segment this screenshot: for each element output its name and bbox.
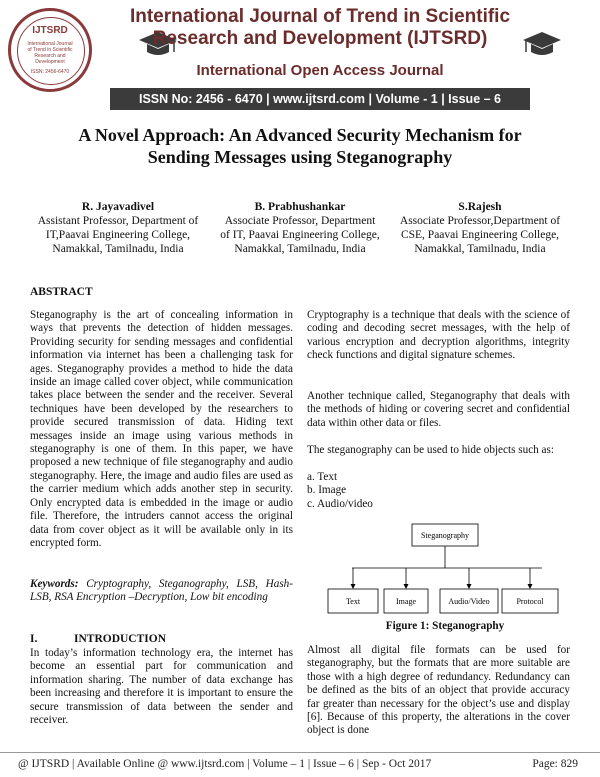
author-block xyxy=(30,200,206,256)
footer-citation: @ IJTSRD | Available Online @ www.ijtsrd.com | Volume – 1 | Issue – 6 | Sep - Oct 2017 xyxy=(18,758,432,770)
section-number: I. xyxy=(30,633,38,645)
list-item: c. Audio/video xyxy=(307,497,373,510)
author-affiliation: Namakkal, Tamilnadu, India xyxy=(234,243,366,255)
author-affiliation: Namakkal, Tamilnadu, India xyxy=(52,243,184,255)
journal-name-line1: International Journal of Trend in Scientific xyxy=(129,6,511,27)
steganography-diagram xyxy=(320,520,570,628)
diagram-child-label: Audio/Video xyxy=(448,597,490,606)
author-affiliation: IT,Paavai Engineering College, xyxy=(45,229,191,241)
journal-name-line2: Research and Development (IJTSRD) xyxy=(152,28,488,49)
author-name: S.Rajesh xyxy=(458,201,502,213)
keywords-text: Cryptography, Steganography, LSB, Hash-LSB, RSA Encryption –Decryption, Low bit encoding xyxy=(30,578,293,604)
author-name: B. Prabhushankar xyxy=(254,201,346,213)
logo-subtext: International Journal of Trend in Scientific Research and Development xyxy=(27,41,73,65)
author-name: R. Jayavadivel xyxy=(81,201,155,213)
formats-paragraph: Almost all digital file formats can be used for steganography, but the formats that are more suitable are those with a high degree of redundancy. Redundancy can be defined as the bits of an object that provide accuracy far greater than necessary for the object’s use and display [6]. Because of this property, the alterations in the cover object is done xyxy=(307,644,570,737)
journal-name xyxy=(110,6,530,50)
objects-intro: The steganography can be used to hide objects such as: xyxy=(307,444,554,456)
diagram-child-label: Text xyxy=(345,597,361,606)
logo-text: IJTSRD xyxy=(32,25,68,36)
author-affiliation: of IT, Paavai Engineering College, xyxy=(220,229,380,241)
steganography-paragraph: Another technique called, Steganography that deals with the methods of hiding or covering secret and confidential data within other data or files. xyxy=(307,390,570,429)
journal-logo xyxy=(8,8,92,92)
diagram-root-label: Steganography xyxy=(421,531,469,540)
diagram-arrowhead xyxy=(467,584,472,589)
object-list xyxy=(307,471,570,511)
paper-title xyxy=(40,124,560,168)
cryptography-paragraph: Cryptography is a technique that deals with the science of coding and decoding secret messages, with the help of various encryption and decryption algorithms, integrity check functions and digital signature schemes. xyxy=(307,309,570,362)
diagram-child-label: Image xyxy=(396,597,416,606)
author-affiliation: Namakkal, Tamilnadu, India xyxy=(414,243,546,255)
author-affiliation: CSE, Paavai Engineering College, xyxy=(400,229,560,241)
abstract-heading: ABSTRACT xyxy=(30,286,93,298)
list-item: b. Image xyxy=(307,484,347,497)
logo-issn: ISSN: 2456-6470 xyxy=(30,69,70,75)
diagram-arrowhead xyxy=(351,584,356,589)
figure-caption: Figure 1: Steganography xyxy=(385,620,505,632)
issn-bar: ISSN No: 2456 - 6470 | www.ijtsrd.com | Volume - 1 | Issue – 6 xyxy=(110,88,530,110)
introduction-text: In today’s information technology era, the internet has become an essential part for communication and information sharing. The number of data exchange has been increasing and therefore it is important to ensure the secure transmission of data between the sender and receiver. xyxy=(30,647,293,727)
author-block xyxy=(392,200,568,256)
author-affiliation: Associate Professor, Department xyxy=(224,215,376,227)
introduction-heading: INTRODUCTION xyxy=(74,633,167,645)
diagram-arrowhead xyxy=(528,584,533,589)
diagram-child-label: Protocol xyxy=(516,597,544,606)
page-footer xyxy=(0,752,600,777)
diagram-arrowhead xyxy=(404,584,409,589)
title-line1: A Novel Approach: An Advanced Security Mechanism for xyxy=(78,125,522,145)
list-item: a. Text xyxy=(307,471,338,483)
keywords xyxy=(30,578,293,605)
title-line2: Sending Messages using Steganography xyxy=(147,147,453,167)
page-number: Page: 829 xyxy=(532,758,578,770)
author-affiliation: Associate Professor,Department of xyxy=(399,215,561,227)
abstract-text: Steganography is the art of concealing information in ways that prevents the detection of hidden messages. Providing security for sending messages and confidential information via internet has been a challenging task for ages. Steganography provides a method to hide the data inside an image called cover object, while communication takes place between the sender and the receiver. Several techniques have been developed by the researchers to provide secured transmission of data. Hiding text messages inside an image using various methods in steganography is one of them. In this paper, we have proposed a new technique of file steganography and audio steganography. Here, the image and audio files are used as the carrier medium which adds another step in security. Only encrypted data is embedded in the image or audio file. Therefore, the intruders cannot access the original data from cover object as it will be available only in its encrypted form. xyxy=(30,309,293,549)
keywords-label: Keywords: xyxy=(30,578,79,590)
open-access-label: International Open Access Journal xyxy=(196,62,444,79)
author-block xyxy=(212,200,388,256)
author-affiliation: Assistant Professor, Department of xyxy=(37,215,199,227)
